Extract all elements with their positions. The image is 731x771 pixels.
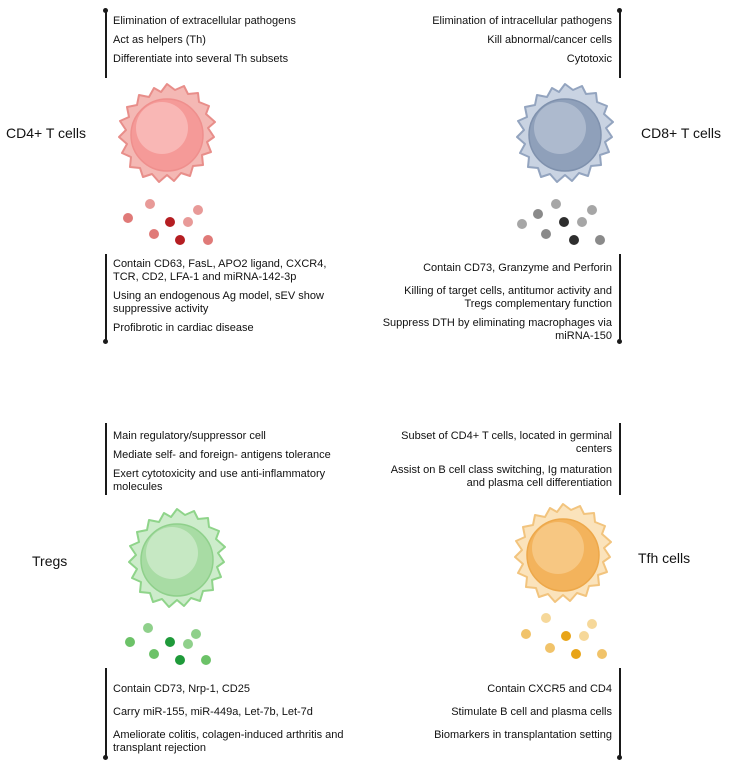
cd4-top-item: Act as helpers (Th) (113, 34, 206, 46)
tfh-top-bracket (619, 423, 621, 495)
cd4-vesicle (183, 217, 193, 227)
cd4-vesicle (193, 205, 203, 215)
tregs-vesicle (183, 639, 193, 649)
tregs-vesicles (118, 620, 218, 674)
cd8-vesicle (559, 217, 569, 227)
cd4-bottom-description (113, 258, 348, 341)
tregs-bottom-bracket-dot (103, 755, 108, 760)
tfh-vesicle (587, 619, 597, 629)
cd4-vesicle (175, 235, 185, 245)
tregs-vesicle (165, 637, 175, 647)
cd8-bottom-item: Contain CD73, Granzyme and Perforin (423, 262, 612, 274)
cd8-bottom-item: Suppress DTH by eliminating macrophages via miRNA-150 (382, 317, 612, 342)
cd8-top-item: Elimination of intracellular pathogens (432, 15, 612, 27)
cd4-bottom-item: Using an endogenous Ag model, sEV show suppressive activity (113, 290, 324, 315)
tfh-cell (508, 500, 618, 610)
tfh-vesicle (541, 613, 551, 623)
cd8-vesicle (533, 209, 543, 219)
cd4-vesicle (149, 229, 159, 239)
cd4-vesicle (203, 235, 213, 245)
cd4-bottom-bracket-dot (103, 339, 108, 344)
cd4-bottom-bracket (105, 254, 107, 342)
cd4-top-item: Elimination of extracellular pathogens (113, 15, 296, 27)
cd8-vesicles (512, 196, 612, 250)
tfh-top-item: Assist on B cell class switching, Ig maturation and plasma cell differentiation (390, 464, 612, 489)
cd4-vesicle (165, 217, 175, 227)
tfh-vesicle (521, 629, 531, 639)
tfh-vesicle (545, 643, 555, 653)
tregs-top-bracket (105, 423, 107, 495)
tfh-bottom-item: Biomarkers in transplantation setting (434, 729, 612, 741)
tfh-vesicle (579, 631, 589, 641)
tfh-vesicle (561, 631, 571, 641)
cd4-label: CD4+ T cells (6, 125, 87, 141)
tfh-bottom-item: Contain CXCR5 and CD4 (487, 683, 612, 695)
tregs-top-description (113, 430, 363, 500)
cd8-bottom-description (378, 262, 612, 349)
cd8-top-bracket-dot (617, 8, 622, 13)
tregs-top-item: Mediate self- and foreign- antigens tolerance (113, 449, 331, 461)
tfh-bottom-bracket (619, 668, 621, 758)
cd8-vesicle (541, 229, 551, 239)
cd8-cell (510, 80, 620, 190)
cd8-top-item: Kill abnormal/cancer cells (487, 34, 612, 46)
tfh-vesicle (597, 649, 607, 659)
tfh-top-item: Subset of CD4+ T cells, located in germinal centers (401, 430, 612, 455)
tregs-bottom-item: Carry miR-155, miR-449a, Let-7b, Let-7d (113, 706, 313, 718)
cd8-vesicle (551, 199, 561, 209)
cd8-label: CD8+ T cells (641, 125, 722, 141)
cd4-bottom-item: Profibrotic in cardiac disease (113, 322, 254, 334)
tfh-cell-highlight (532, 522, 584, 574)
cd8-bottom-bracket-dot (617, 339, 622, 344)
cd8-vesicle (569, 235, 579, 245)
cd8-top-bracket (619, 10, 621, 78)
cd8-vesicle (595, 235, 605, 245)
cd8-bottom-item: Killing of target cells, antitumor activity and Tregs complementary function (404, 285, 612, 310)
tfh-bottom-item: Stimulate B cell and plasma cells (451, 706, 612, 718)
tregs-top-item: Exert cytotoxicity and use anti-inflammatory molecules (113, 468, 326, 493)
cd4-vesicles (118, 196, 218, 250)
tregs-cell (122, 505, 232, 615)
cd8-vesicle (517, 219, 527, 229)
tregs-vesicle (143, 623, 153, 633)
cd8-cell-highlight (534, 102, 586, 154)
cd8-vesicle (587, 205, 597, 215)
cd4-vesicle (123, 213, 133, 223)
cd8-top-item: Cytotoxic (566, 53, 612, 65)
tfh-bottom-bracket-dot (617, 755, 622, 760)
tregs-vesicle (175, 655, 185, 665)
tregs-top-item: Main regulatory/suppressor cell (113, 430, 266, 442)
cd4-cell (112, 80, 222, 190)
cd4-top-bracket (105, 10, 107, 78)
tregs-label: Tregs (32, 553, 68, 569)
tregs-vesicle (191, 629, 201, 639)
cd4-top-item: Differentiate into several Th subsets (113, 53, 289, 65)
cd8-bottom-bracket (619, 254, 621, 342)
tfh-bottom-description (420, 683, 612, 748)
cd8-vesicle (577, 217, 587, 227)
tfh-vesicle (571, 649, 581, 659)
tregs-bottom-description (113, 683, 353, 761)
tregs-vesicle (125, 637, 135, 647)
tregs-bottom-item: Contain CD73, Nrp-1, CD25 (113, 683, 250, 695)
tregs-cell-highlight (146, 527, 198, 579)
tfh-top-description (380, 430, 612, 496)
cd4-bottom-item: Contain CD63, FasL, APO2 ligand, CXCR4, TCR, CD2, LFA-1 and miRNA-142-3p (113, 258, 327, 283)
cd4-top-bracket-dot (103, 8, 108, 13)
tregs-vesicle (201, 655, 211, 665)
tregs-bottom-item: Ameliorate colitis, colagen-induced arthritis and transplant rejection (113, 729, 344, 754)
cd4-cell-highlight (136, 102, 188, 154)
tfh-label: Tfh cells (638, 550, 691, 566)
cd8-top-description (370, 15, 612, 72)
tfh-vesicles (512, 610, 612, 664)
tregs-vesicle (149, 649, 159, 659)
tregs-bottom-bracket (105, 668, 107, 758)
cd4-top-description (113, 15, 353, 72)
cd4-vesicle (145, 199, 155, 209)
